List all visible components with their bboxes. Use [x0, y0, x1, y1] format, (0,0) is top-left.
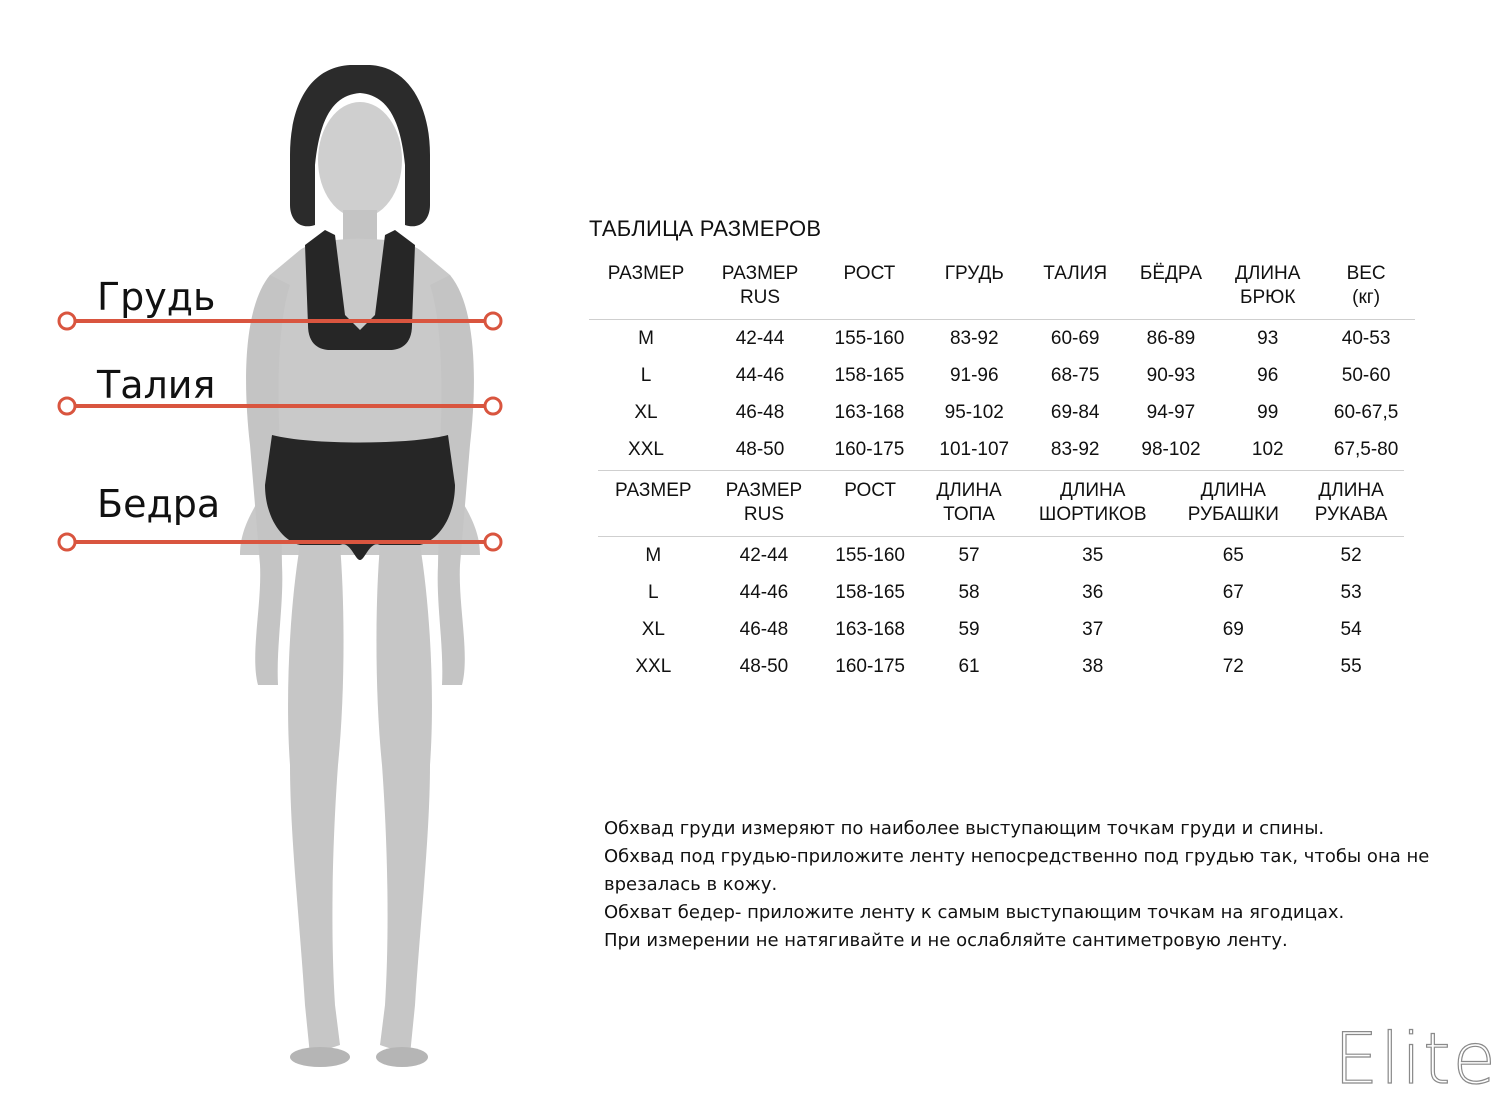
table-cell: 40-53	[1341, 328, 1391, 349]
col-header-chest: ГРУДЬ	[922, 260, 1027, 320]
table-cell: 37	[1082, 619, 1104, 640]
size-table-garment-lengths	[598, 477, 1404, 685]
waist-label: Талия	[97, 363, 216, 407]
table-cell: 48-50	[739, 656, 789, 677]
table-cell: 86-89	[1146, 328, 1196, 349]
table-cell: 36	[1082, 582, 1104, 603]
measurement-instructions	[604, 815, 1475, 955]
table-cell: 98-102	[1141, 439, 1201, 460]
table-cell: L	[648, 582, 659, 603]
table-cell: 72	[1222, 656, 1244, 677]
size-table-body-measurements	[589, 260, 1415, 468]
table-cell: 42-44	[735, 328, 785, 349]
col-header-weight: ВЕС (кг)	[1317, 260, 1415, 320]
table-cell: 44-46	[739, 582, 789, 603]
col-header-size: РАЗМЕР	[589, 260, 703, 320]
table-cell: 59	[958, 619, 980, 640]
col-header-shorts-length: ДЛИНА ШОРТИКОВ	[1017, 477, 1168, 537]
chest-label: Грудь	[97, 275, 216, 319]
table-cell: 46-48	[735, 402, 785, 423]
table-cell: 54	[1340, 619, 1362, 640]
table-cell: 53	[1340, 582, 1362, 603]
table-cell: 60-67,5	[1333, 402, 1399, 423]
table-header-row	[598, 477, 1404, 537]
table-row	[598, 611, 1404, 648]
instruction-line: Обхват бедер- приложите ленту к самым выступающим точкам на ягодицах.	[604, 902, 1345, 923]
table-cell: 68-75	[1050, 365, 1100, 386]
instruction-line: Обхвад под грудью-приложите ленту непосредственно под грудью так, чтобы она не	[604, 846, 1430, 867]
table-cell: 90-93	[1146, 365, 1196, 386]
table-cell: 95-102	[944, 402, 1004, 423]
table-cell: L	[640, 365, 652, 386]
col-header-hips: БЁДРА	[1124, 260, 1219, 320]
col-header-top-length: ДЛИНА ТОПА	[921, 477, 1017, 537]
table-cell: 44-46	[735, 365, 785, 386]
table-cell: 160-175	[835, 656, 905, 677]
table-cell: M	[645, 545, 662, 566]
table-divider	[598, 470, 1404, 471]
col-header-sleeve-length: ДЛИНА РУКАВА	[1298, 477, 1404, 537]
table-cell: 48-50	[735, 439, 785, 460]
table-cell: 52	[1340, 545, 1362, 566]
table-cell: 96	[1257, 365, 1279, 386]
table-cell: 60-69	[1050, 328, 1100, 349]
table-cell: 83-92	[1050, 439, 1100, 460]
table-cell: 158-165	[834, 365, 905, 386]
instruction-line: Обхвад груди измеряют по наиболее выступающим точкам груди и спины.	[604, 818, 1325, 839]
table-row	[589, 431, 1415, 468]
hips-label: Бедра	[97, 482, 221, 526]
table-cell: 83-92	[949, 328, 999, 349]
table-cell: 67	[1222, 582, 1244, 603]
col-header-size: РАЗМЕР	[598, 477, 709, 537]
table-row	[589, 394, 1415, 431]
table-cell: M	[638, 328, 654, 349]
table-cell: 94-97	[1146, 402, 1196, 423]
table-cell: 38	[1082, 656, 1104, 677]
col-header-pants-length: ДЛИНА БРЮК	[1218, 260, 1317, 320]
hips-measure-line	[58, 532, 502, 552]
table-cell: XL	[634, 402, 658, 423]
table-cell: 99	[1257, 402, 1279, 423]
table-cell: 46-48	[739, 619, 789, 640]
table-cell: 155-160	[834, 328, 905, 349]
col-header-shirt-length: ДЛИНА РУБАШКИ	[1168, 477, 1298, 537]
table-cell: 67,5-80	[1333, 439, 1399, 460]
table-cell: XL	[641, 619, 665, 640]
table-cell: XXL	[628, 439, 664, 460]
table-row	[589, 357, 1415, 394]
table-cell: 61	[958, 656, 980, 677]
table-cell: XXL	[635, 656, 672, 677]
table-cell: 35	[1082, 545, 1104, 566]
table-cell: 163-168	[834, 402, 905, 423]
table-row	[598, 648, 1404, 685]
col-header-height: РОСТ	[819, 477, 921, 537]
table-cell: 42-44	[739, 545, 789, 566]
table-cell: 101-107	[939, 439, 1010, 460]
table-cell: 55	[1340, 656, 1362, 677]
table-row	[598, 574, 1404, 611]
table-cell: 58	[958, 582, 980, 603]
table-header-row	[589, 260, 1415, 320]
table-cell: 163-168	[835, 619, 905, 640]
col-header-waist: ТАЛИЯ	[1027, 260, 1124, 320]
size-table-title: ТАБЛИЦА РАЗМЕРОВ	[589, 216, 822, 241]
instruction-line: При измерении не натягивайте и не ослабляйте сантиметровую ленту.	[604, 930, 1288, 951]
col-header-size-rus: РАЗМЕР RUS	[709, 477, 820, 537]
table-cell: 160-175	[834, 439, 905, 460]
model-photo	[150, 45, 570, 1085]
table-cell: 93	[1257, 328, 1279, 349]
table-cell: 69	[1222, 619, 1244, 640]
table-cell: 50-60	[1341, 365, 1391, 386]
table-row	[589, 320, 1415, 358]
table-cell: 69-84	[1050, 402, 1100, 423]
table-cell: 57	[958, 545, 980, 566]
brand-logo: Elite	[1334, 1018, 1498, 1100]
table-cell: 102	[1251, 439, 1284, 460]
table-cell: 65	[1222, 545, 1244, 566]
table-cell: 158-165	[835, 582, 905, 603]
instruction-line: врезалась в кожу.	[604, 874, 778, 895]
table-cell: 91-96	[949, 365, 999, 386]
col-header-height: РОСТ	[817, 260, 922, 320]
col-header-size-rus: РАЗМЕР RUS	[703, 260, 817, 320]
table-cell: 155-160	[835, 545, 905, 566]
table-row	[598, 537, 1404, 575]
